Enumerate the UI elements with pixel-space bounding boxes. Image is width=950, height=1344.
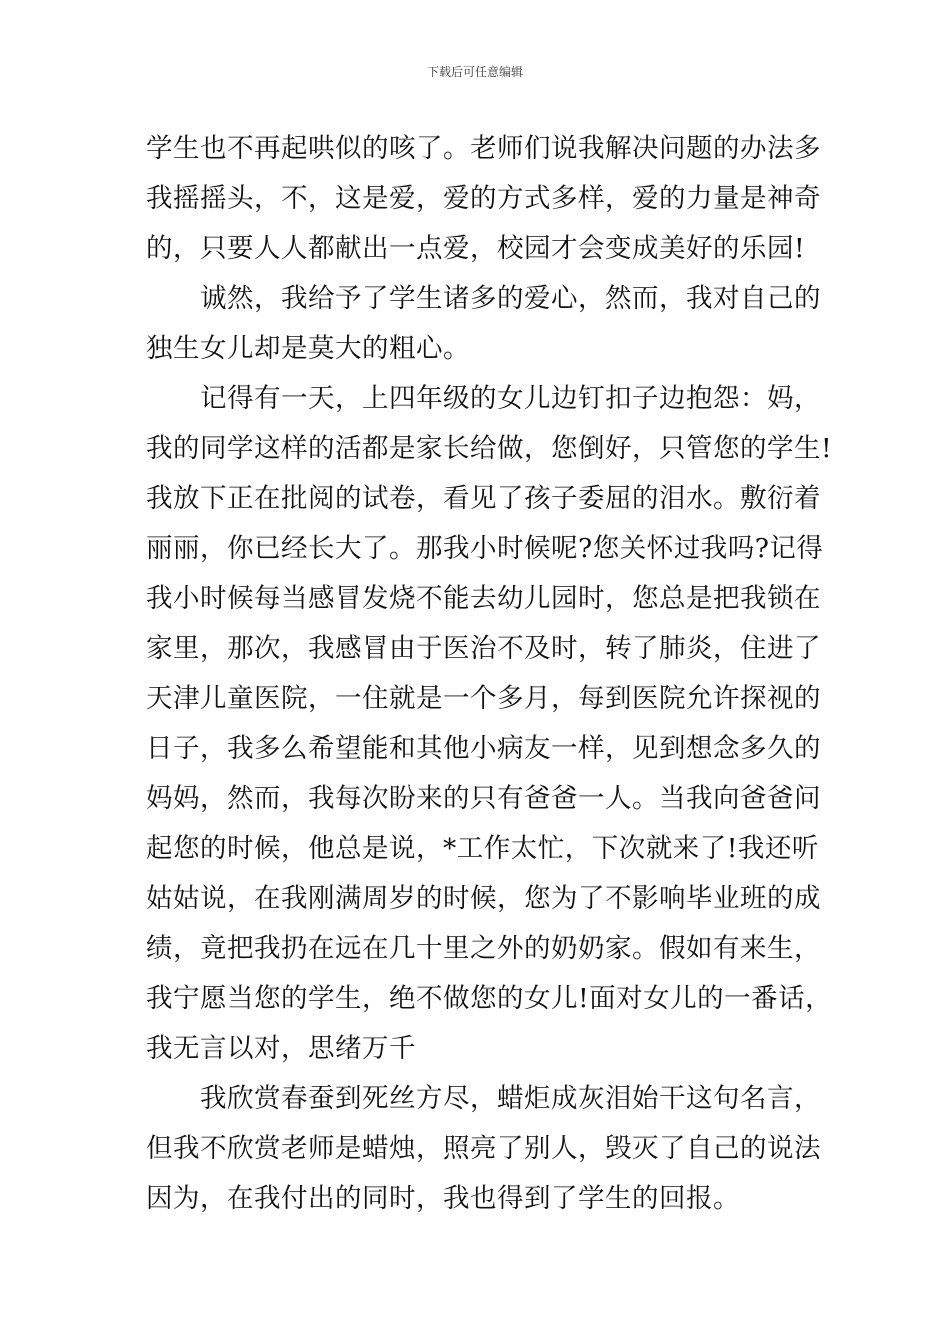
text-line: 我无言以对，思绪万千 — [146, 1033, 416, 1064]
text-line: 家里，那次，我感冒由于医治不及时，转了肺炎，住进了 — [146, 633, 821, 664]
text-line: 因为，在我付出的同时，我也得到了学生的回报。 — [146, 1183, 740, 1214]
text-line: 日子，我多么希望能和其他小病友一样，见到想念多久的 — [146, 733, 821, 764]
text-line: 姑姑说，在我刚满周岁的时候，您为了不影响毕业班的成 — [146, 883, 821, 914]
page-header: 下载后可任意编辑 — [426, 65, 523, 79]
text-line: 我放下正在批阅的试卷，看见了孩子委屈的泪水。敷衍着 — [146, 483, 821, 514]
text-line: 的，只要人人都献出一点爱，校园才会变成美好的乐园! — [146, 233, 806, 264]
text-line: 天津儿童医院，一住就是一个多月，每到医院允许探视的 — [146, 683, 821, 714]
text-line: 但我不欣赏老师是蜡烛，照亮了别人，毁灭了自己的说法 — [146, 1133, 821, 1164]
text-line: 丽丽，你已经长大了。那我小时候呢?您关怀过我吗?记得 — [146, 533, 824, 564]
text-line: 诚然，我给予了学生诸多的爱心，然而，我对自己的 — [146, 283, 821, 314]
text-line: 我宁愿当您的学生，绝不做您的女儿!面对女儿的一番话， — [146, 983, 833, 1014]
text-line: 我欣赏春蚕到死丝方尽，蜡炬成灰泪始干这句名言， — [146, 1083, 821, 1114]
text-line: 绩，竟把我扔在远在几十里之外的奶奶家。假如有来生， — [146, 933, 821, 964]
text-line: 妈妈，然而，我每次盼来的只有爸爸一人。当我向爸爸问 — [146, 783, 821, 814]
text-line: 我小时候每当感冒发烧不能去幼儿园时，您总是把我锁在 — [146, 583, 821, 614]
text-line: 学生也不再起哄似的咳了。老师们说我解决问题的办法多 — [146, 133, 821, 164]
document-body — [146, 124, 833, 1224]
text-line: 独生女儿却是莫大的粗心。 — [146, 333, 470, 364]
text-line: 记得有一天，上四年级的女儿边钉扣子边抱怨：妈， — [146, 383, 821, 414]
text-line: 起您的时候，他总是说，*工作太忙，下次就来了!我还听 — [146, 833, 819, 864]
text-line: 我摇摇头，不，这是爱，爱的方式多样，爱的力量是神奇 — [146, 183, 821, 214]
text-line: 我的同学这样的活都是家长给做，您倒好，只管您的学生! — [146, 433, 833, 464]
